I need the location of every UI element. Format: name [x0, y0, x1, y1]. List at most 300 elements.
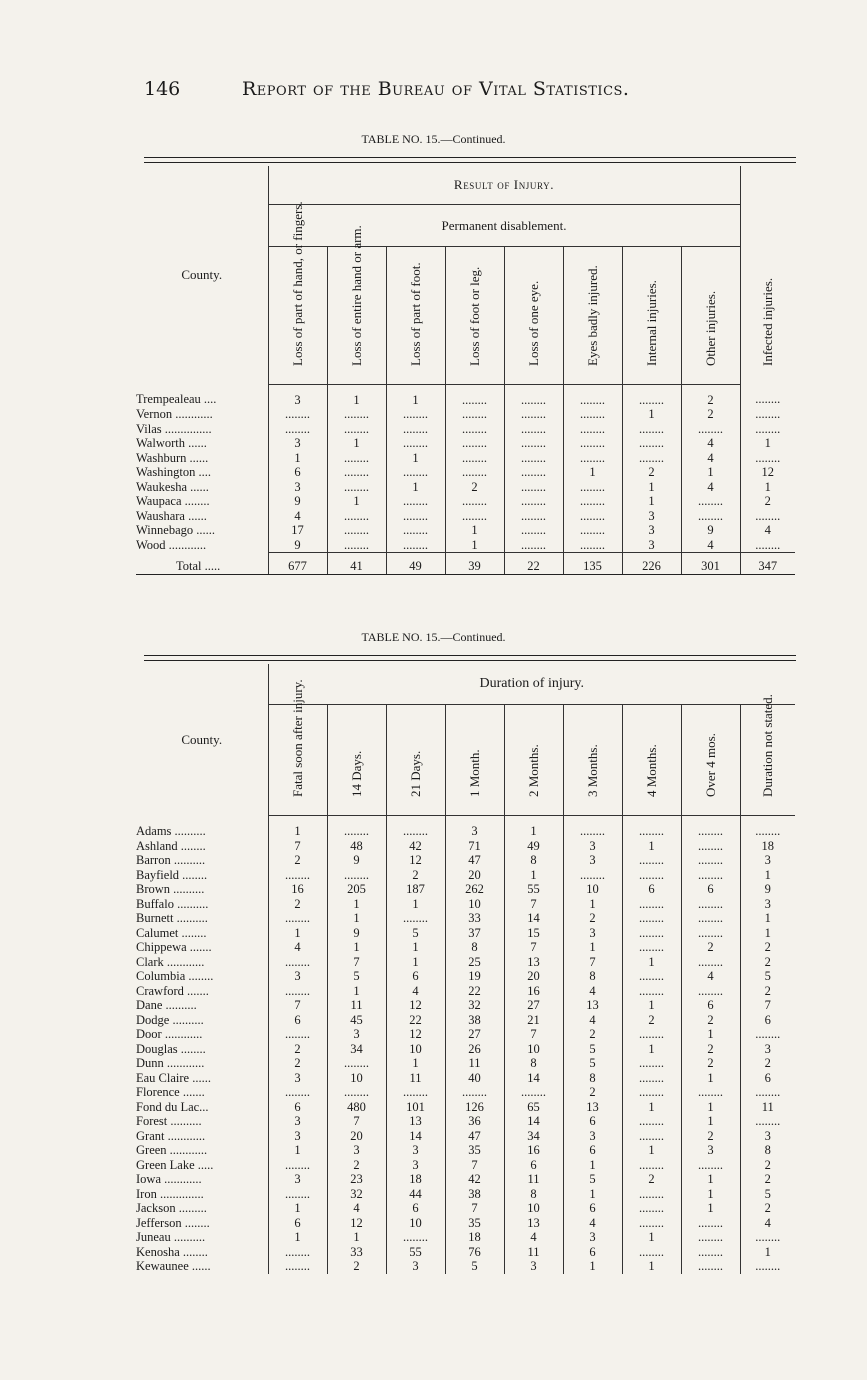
table-cell: 3	[622, 523, 681, 538]
table1	[136, 166, 795, 575]
table-cell: 71	[445, 839, 504, 854]
table-cell: 1	[622, 1259, 681, 1274]
table-cell: ........	[622, 1201, 681, 1216]
table-row	[136, 407, 795, 422]
table-cell: 3	[327, 1143, 386, 1158]
table-cell: ........	[268, 1187, 327, 1202]
table2-county-header: County.	[181, 731, 223, 747]
table-cell: 3	[563, 839, 622, 854]
total-cell: 301	[681, 553, 740, 575]
county-name: Florence .......	[136, 1085, 205, 1099]
county-name: Buffalo ..........	[136, 896, 209, 911]
table-cell: 2	[740, 1056, 795, 1071]
table-cell: 3	[386, 1259, 445, 1274]
table-cell: 10	[504, 1201, 563, 1216]
table-cell: ........	[386, 407, 445, 422]
table-cell: 8	[504, 853, 563, 868]
table-cell: 1	[386, 1056, 445, 1071]
table-cell: 1	[681, 1172, 740, 1187]
table-cell: ........	[740, 1230, 795, 1245]
table-cell: ........	[681, 955, 740, 970]
table-cell: 7	[445, 1201, 504, 1216]
table-cell: ........	[268, 422, 327, 437]
table-cell: 1	[327, 984, 386, 999]
table-cell: 3	[681, 1143, 740, 1158]
table1-col-header-0: Loss of part of hand, or fingers.	[268, 246, 327, 384]
table-cell: 1	[327, 911, 386, 926]
table-cell: 2	[622, 1172, 681, 1187]
table-cell: 4	[563, 984, 622, 999]
table-cell: 13	[563, 998, 622, 1013]
county-name: Wood ............	[136, 537, 207, 552]
table2-caption: TABLE NO. 15.—Continued.	[361, 630, 506, 644]
table-cell: ........	[327, 451, 386, 466]
county-name: Chippewa .......	[136, 940, 212, 954]
table-cell: 5	[327, 969, 386, 984]
table-cell: ........	[740, 538, 795, 553]
table-cell: 9	[681, 523, 740, 538]
table-cell: 16	[504, 984, 563, 999]
table-row	[136, 451, 795, 466]
table-cell: ........	[740, 407, 795, 422]
table-cell: ........	[740, 1114, 795, 1129]
table-cell: 1	[268, 451, 327, 466]
table-cell: 38	[445, 1187, 504, 1202]
table-cell: ........	[327, 1056, 386, 1071]
table1-col-header-6: Internal injuries.	[622, 246, 681, 384]
table-cell: ........	[268, 1158, 327, 1173]
county-name: Iron ..............	[136, 1186, 204, 1201]
table-row	[136, 969, 795, 984]
table-cell: 2	[268, 897, 327, 912]
table-cell: 48	[327, 839, 386, 854]
table-cell: 40	[445, 1071, 504, 1086]
table-cell: 3	[740, 1042, 795, 1057]
table1-group-header: Result of Injury.	[268, 166, 740, 205]
table-cell: 11	[504, 1172, 563, 1187]
table-cell: ........	[622, 1027, 681, 1042]
table-cell: 3	[268, 1071, 327, 1086]
table-cell: ........	[681, 816, 740, 839]
table-cell: 3	[268, 480, 327, 495]
table-cell: ........	[681, 1245, 740, 1260]
table-cell: 42	[445, 1172, 504, 1187]
table2-col-header-5: 3 Months.	[563, 705, 622, 816]
table-cell: 42	[386, 839, 445, 854]
table-cell: ........	[681, 984, 740, 999]
table-row	[136, 816, 795, 839]
county-name: Columbia ........	[136, 969, 214, 983]
table-cell: 18	[445, 1230, 504, 1245]
table-cell: 18	[386, 1172, 445, 1187]
table-cell: 5	[563, 1056, 622, 1071]
table-cell: 1	[268, 1201, 327, 1216]
table-cell: 33	[327, 1245, 386, 1260]
table-cell: ........	[622, 1071, 681, 1086]
table-cell: 1	[386, 897, 445, 912]
county-name: Grant ............	[136, 1128, 206, 1143]
table-cell: 22	[386, 1013, 445, 1028]
table-row	[136, 1100, 795, 1115]
table-cell: 1	[327, 897, 386, 912]
table-cell: 7	[504, 1027, 563, 1042]
table-cell: 2	[268, 853, 327, 868]
table-cell: 7	[504, 940, 563, 955]
table-row	[136, 1201, 795, 1216]
table-cell: 2	[268, 1056, 327, 1071]
table-cell: 7	[327, 955, 386, 970]
total-cell: 226	[622, 553, 681, 575]
county-name: Iowa ............	[136, 1172, 202, 1186]
table-cell: 1	[740, 911, 795, 926]
table-cell: 1	[386, 480, 445, 495]
county-name: Waukesha ......	[136, 479, 209, 494]
table2	[136, 664, 795, 1274]
table-cell: 3	[268, 384, 327, 407]
table-row	[136, 1172, 795, 1187]
table-cell: 3	[504, 1259, 563, 1274]
table-cell: ........	[681, 1085, 740, 1100]
table-cell: 7	[563, 955, 622, 970]
table-cell: 1	[327, 436, 386, 451]
table-cell: ........	[504, 407, 563, 422]
table-cell: ........	[563, 509, 622, 524]
table-cell: 4	[681, 451, 740, 466]
table-cell: ........	[622, 1129, 681, 1144]
table-cell: ........	[740, 1259, 795, 1274]
county-name: Jackson .........	[136, 1201, 207, 1215]
table-cell: 3	[386, 1143, 445, 1158]
table-cell: 1	[622, 955, 681, 970]
table-cell: ........	[445, 494, 504, 509]
table-cell: ........	[504, 451, 563, 466]
table-cell: ........	[327, 523, 386, 538]
table-row	[136, 1143, 795, 1158]
table-cell: 3	[445, 816, 504, 839]
table-cell: 3	[386, 1158, 445, 1173]
table-cell: 1	[681, 1187, 740, 1202]
table-cell: ........	[327, 509, 386, 524]
table-cell: 34	[504, 1129, 563, 1144]
table2-col-header-2: 21 Days.	[386, 705, 445, 816]
table-cell: 11	[327, 998, 386, 1013]
table-cell: ........	[445, 422, 504, 437]
county-name: Trempealeau ....	[136, 392, 217, 407]
table-cell: 5	[740, 969, 795, 984]
table-cell: 6	[386, 969, 445, 984]
table-cell: 45	[327, 1013, 386, 1028]
table2-col-header-6: 4 Months.	[622, 705, 681, 816]
table-cell: ........	[327, 538, 386, 553]
table-cell: 1	[563, 1259, 622, 1274]
table-cell: 35	[445, 1143, 504, 1158]
table-cell: 3	[268, 1114, 327, 1129]
table-cell: 5	[740, 1187, 795, 1202]
table-cell: ........	[563, 523, 622, 538]
table-cell: 12	[386, 998, 445, 1013]
table-cell: 5	[445, 1259, 504, 1274]
county-name: Kenosha ........	[136, 1244, 208, 1259]
table-cell: ........	[622, 868, 681, 883]
table-cell: ........	[445, 465, 504, 480]
table-cell: 2	[740, 955, 795, 970]
table-cell: 47	[445, 853, 504, 868]
table1-col-header-1: Loss of entire hand or arm.	[327, 246, 386, 384]
table-cell: ........	[622, 969, 681, 984]
table-cell: ........	[622, 897, 681, 912]
table-cell: 2	[681, 1056, 740, 1071]
table-cell: ........	[445, 509, 504, 524]
table-cell: 2	[622, 1013, 681, 1028]
table-cell: 2	[386, 868, 445, 883]
table-cell: ........	[386, 509, 445, 524]
table-cell: 13	[386, 1114, 445, 1129]
table-cell: ........	[504, 480, 563, 495]
total-cell: 41	[327, 553, 386, 575]
table2-col-header-1: 14 Days.	[327, 705, 386, 816]
table-cell: 1	[445, 538, 504, 553]
table-cell: ........	[327, 816, 386, 839]
table-row	[136, 1187, 795, 1202]
county-name: Jefferson ........	[136, 1215, 210, 1230]
table-cell: ........	[386, 436, 445, 451]
table-cell: 3	[563, 926, 622, 941]
table-cell: 2	[740, 1172, 795, 1187]
table-cell: 1	[681, 1114, 740, 1129]
table-cell: 5	[563, 1172, 622, 1187]
table-cell: ........	[445, 384, 504, 407]
table-cell: ........	[504, 523, 563, 538]
county-name: Bayfield ........	[136, 867, 208, 882]
table-cell: ........	[681, 1259, 740, 1274]
table-cell: ........	[622, 451, 681, 466]
table-cell: ........	[622, 436, 681, 451]
total-cell: 347	[740, 553, 795, 575]
table-cell: 10	[327, 1071, 386, 1086]
table-cell: ........	[681, 897, 740, 912]
table-cell: ........	[622, 853, 681, 868]
table-cell: ........	[740, 451, 795, 466]
table-cell: ........	[504, 422, 563, 437]
table-cell: 10	[386, 1216, 445, 1231]
table-cell: 6	[740, 1071, 795, 1086]
table-cell: 2	[622, 465, 681, 480]
county-name: Dane ..........	[136, 998, 197, 1012]
table-cell: 10	[563, 882, 622, 897]
table-cell: ........	[740, 816, 795, 839]
county-name: Clark ............	[136, 954, 205, 969]
table-cell: 1	[622, 1100, 681, 1115]
table-cell: 7	[268, 839, 327, 854]
table-cell: ........	[386, 538, 445, 553]
table-row	[136, 911, 795, 926]
table-cell: 27	[445, 1027, 504, 1042]
table-cell: ........	[386, 422, 445, 437]
table-cell: ........	[681, 839, 740, 854]
table1-col-header-4: Loss of one eye.	[504, 246, 563, 384]
table2-col-header-7: Over 4 mos.	[681, 705, 740, 816]
table-cell: 8	[504, 1056, 563, 1071]
county-name: Walworth ......	[136, 436, 207, 450]
table-cell: ........	[740, 509, 795, 524]
table-cell: 2	[740, 494, 795, 509]
county-name: Green ............	[136, 1143, 208, 1157]
table-cell: 2	[563, 1085, 622, 1100]
table-cell: 3	[327, 1027, 386, 1042]
table-cell: 13	[504, 1216, 563, 1231]
table-cell: 47	[445, 1129, 504, 1144]
table-cell: 1	[386, 955, 445, 970]
table-cell: 11	[740, 1100, 795, 1115]
total-label: Total .....	[136, 553, 268, 575]
table-cell: 32	[445, 998, 504, 1013]
table-cell: 6	[622, 882, 681, 897]
table-cell: ........	[622, 422, 681, 437]
table-cell: 37	[445, 926, 504, 941]
table-cell: ........	[622, 1085, 681, 1100]
table-row	[136, 853, 795, 868]
table-cell: 1	[445, 523, 504, 538]
table-cell: 8	[563, 1071, 622, 1086]
county-name: Calumet ........	[136, 925, 207, 940]
table-cell: 1	[622, 494, 681, 509]
table-cell: 18	[740, 839, 795, 854]
table-cell: 6	[386, 1201, 445, 1216]
table-cell: 2	[681, 384, 740, 407]
county-name: Adams ..........	[136, 823, 206, 838]
county-name: Waupaca ........	[136, 494, 210, 508]
county-name: Washington ....	[136, 465, 212, 479]
table-cell: 1	[563, 1187, 622, 1202]
table-row	[136, 1216, 795, 1231]
table-cell: ........	[622, 1216, 681, 1231]
table-cell: 1	[504, 868, 563, 883]
table-cell: 1	[268, 1143, 327, 1158]
table-cell: ........	[504, 538, 563, 553]
table2-col-header-4: 2 Months.	[504, 705, 563, 816]
table2-col-header-0: Fatal soon after injury.	[268, 705, 327, 816]
table-row	[136, 494, 795, 509]
table-cell: ........	[622, 1056, 681, 1071]
table-cell: ........	[681, 1158, 740, 1173]
table-cell: ........	[386, 523, 445, 538]
table-row	[136, 1085, 795, 1100]
county-name: Dunn ............	[136, 1056, 205, 1070]
county-name: Juneau ..........	[136, 1230, 206, 1244]
table-cell: ........	[681, 853, 740, 868]
table-row	[136, 538, 795, 553]
table-cell: 15	[504, 926, 563, 941]
table-cell: 2	[681, 407, 740, 422]
table-cell: 10	[445, 897, 504, 912]
table-cell: ........	[681, 926, 740, 941]
table-cell: 1	[681, 1100, 740, 1115]
table-cell: 1	[681, 465, 740, 480]
table-cell: ........	[563, 422, 622, 437]
table-cell: ........	[504, 465, 563, 480]
table-row	[136, 1042, 795, 1057]
table-cell: 1	[681, 1027, 740, 1042]
table-cell: ........	[386, 1230, 445, 1245]
table-row	[136, 1129, 795, 1144]
table-cell: ........	[563, 868, 622, 883]
table-cell: 2	[681, 1129, 740, 1144]
table-cell: 2	[681, 940, 740, 955]
table-row	[136, 1013, 795, 1028]
table2-top-rule-2	[144, 660, 796, 661]
table-cell: ........	[563, 407, 622, 422]
table-row	[136, 523, 795, 538]
table-row	[136, 509, 795, 524]
table-cell: 8	[563, 969, 622, 984]
table-cell: 10	[504, 1042, 563, 1057]
table-cell: 187	[386, 882, 445, 897]
table-cell: ........	[504, 494, 563, 509]
table-cell: 49	[504, 839, 563, 854]
table-cell: ........	[504, 384, 563, 407]
table-cell: ........	[445, 1085, 504, 1100]
table-cell: 12	[386, 1027, 445, 1042]
table-row	[136, 897, 795, 912]
table-cell: 4	[681, 480, 740, 495]
table-cell: ........	[268, 955, 327, 970]
total-row	[136, 553, 795, 575]
table-cell: ........	[622, 926, 681, 941]
county-name: Ashland ........	[136, 838, 206, 853]
table-cell: ........	[268, 1259, 327, 1274]
table-cell: ........	[327, 480, 386, 495]
table-cell: 1	[504, 816, 563, 839]
table-cell: 2	[327, 1259, 386, 1274]
table-cell: ........	[386, 911, 445, 926]
table-cell: ........	[563, 816, 622, 839]
table-cell: ........	[563, 451, 622, 466]
table-row	[136, 1245, 795, 1260]
table-cell: ........	[740, 422, 795, 437]
table-cell: 1	[622, 1143, 681, 1158]
table-row	[136, 422, 795, 437]
table-cell: 21	[504, 1013, 563, 1028]
table-cell: 126	[445, 1100, 504, 1115]
table-cell: 25	[445, 955, 504, 970]
table-cell: 2	[740, 1158, 795, 1173]
table-cell: ........	[445, 436, 504, 451]
table-cell: 1	[681, 1201, 740, 1216]
table-cell: 6	[504, 1158, 563, 1173]
table-cell: 6	[563, 1201, 622, 1216]
table-cell: ........	[504, 1085, 563, 1100]
table-cell: ........	[268, 911, 327, 926]
table-cell: 22	[445, 984, 504, 999]
table1-col-header-8: Infected injuries.	[740, 166, 795, 384]
total-cell: 677	[268, 553, 327, 575]
table-cell: ........	[327, 1085, 386, 1100]
table-row	[136, 1056, 795, 1071]
table-cell: ........	[563, 384, 622, 407]
table-cell: 5	[386, 926, 445, 941]
table-cell: 26	[445, 1042, 504, 1057]
table-cell: 1	[563, 940, 622, 955]
table-cell: 2	[681, 1042, 740, 1057]
table2-col-header-3: 1 Month.	[445, 705, 504, 816]
table2-top-rule	[144, 655, 796, 656]
table-cell: ........	[504, 436, 563, 451]
table-cell: 1	[740, 1245, 795, 1260]
table-cell: 3	[622, 509, 681, 524]
county-name: Douglas ........	[136, 1041, 206, 1056]
table-cell: ........	[327, 868, 386, 883]
table-cell: ........	[386, 494, 445, 509]
